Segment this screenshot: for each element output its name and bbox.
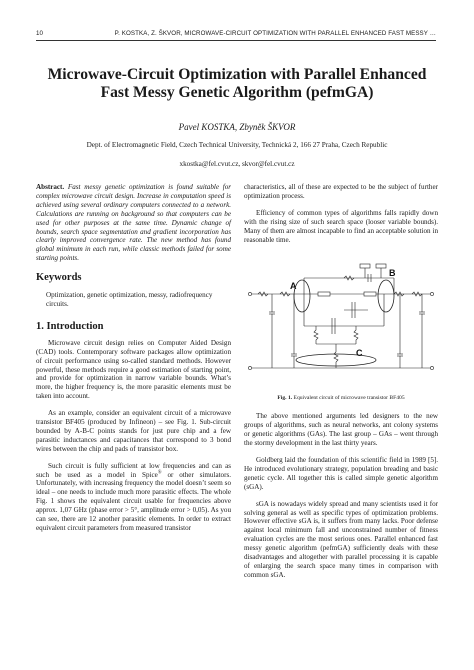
affiliation: Dept. of Electromagnetic Field, Czech Technical University, Technická 2, 166 27 Praha, Czech Republic bbox=[86, 141, 388, 149]
right-column bbox=[244, 183, 438, 580]
keywords-text: Optimization, genetic optimization, messy, radiofrequency circuits. bbox=[46, 291, 213, 308]
intro-p3-part-b: or other simulators. Unfortunately, with increasing frequency the model doesn’t seem so ideal – one needs to include much more parasitic effects. The whole Fig. 1 shows the equivalent circuit usable for frequencies above approx. 1,07 GHz (phase error > 5°, amplitude error > 0,05). As you can see, there are 12 another parasitic elements. In order to extract equivalent circuit parameters from measured transistor bbox=[36, 470, 232, 532]
node-label-c: C bbox=[356, 348, 363, 359]
paper-title bbox=[20, 66, 454, 102]
registered-mark: ® bbox=[157, 470, 162, 476]
intro-paragraph-3 bbox=[36, 462, 231, 533]
figure-caption bbox=[244, 394, 438, 403]
intro-paragraph-1: Microwave circuit design relies on Computer Aided Design (CAD) tools. Contemporary software packages allow optimization of circuit performance using so-called standard methods. However powerful, these methods require a good estimation of starting point, and provide for optimization in narrow variable bounds. What’s more, the higher frequency is, the more parasitic elements must be taken into account. bbox=[36, 338, 231, 401]
left-column bbox=[36, 183, 231, 533]
title-line-1: Microwave-Circuit Optimization with Parallel Enhanced bbox=[47, 66, 427, 83]
authors: Pavel KOSTKA, Zbyněk ŠKVOR bbox=[178, 122, 296, 132]
page-number: 10 bbox=[36, 30, 44, 37]
abstract bbox=[36, 183, 231, 263]
caption-label: Fig. 1. bbox=[277, 395, 293, 402]
intro-p3-part-a: Such circuit is fully sufficient at low frequencies and can as such be used as a model in Spice bbox=[36, 461, 231, 479]
title-line-2: Fast Messy Genetic Algorithm (pefmGA) bbox=[100, 84, 374, 101]
right-paragraph-2: Efficiency of common types of algorithms falls rapidly down with the rising size of such search space (looser variable bounds). Many of them are almost incapable to find an acceptable solution in reasonable time. bbox=[244, 208, 438, 244]
right-paragraph-1: characteristics, all of these are expected to be the subject of further optimization process. bbox=[244, 183, 438, 200]
keywords-heading: Keywords bbox=[36, 272, 82, 284]
running-title: P. KOSTKA, Z. ŠKVOR, MICROWAVE-CIRCUIT OPTIMIZATION WITH PARALLEL ENHANCED FAST MESSY … bbox=[114, 30, 436, 37]
caption-text: Equivalent circuit of microwave transistor BF405 bbox=[292, 395, 405, 402]
abstract-text: Fast messy genetic optimization is found suitable for complex microwave circuit design. Increase in computation speed is achieved using several ordinary computers connected to a network. Calculations are running on background so that computers can be used for other purposes at the same time. Dynamic change of bounds, search space segmentation and gradient incorporation has clearly improved convergence rate. The new method has found global minimum in each run, while classic methods failed for some starting points. bbox=[36, 183, 231, 263]
emails: xkostka@fel.cvut.cz, skvor@fel.cvut.cz bbox=[179, 160, 295, 168]
right-paragraph-4: Goldberg laid the foundation of this scientific field in 1989 [5]. He introduced evolutionary strategy, population breading and basic genetic cycle. All together this is called simple genetic algorithm (sGA). bbox=[244, 455, 438, 491]
node-label-a: A bbox=[290, 281, 297, 292]
circuit-node-labels bbox=[244, 252, 438, 386]
intro-heading: 1. Introduction bbox=[36, 320, 104, 332]
abstract-label: Abstract. bbox=[36, 183, 65, 191]
right-paragraph-5: sGA is nowadays widely spread and many scientists used it for solving general as well as specific types of optimization problems. However effective sGA is, it suffers from many lacks. Poor defense against local minimum fall and unconstrained number of fitness evaluation cycles are the most serious ones. Parallel enhanced fast messy genetic algorithm (pefmGA) sufficiently deals with these disadvantages and altogether with parallel processing it is capable of enlarging the search space many times in comparison with common sGA. bbox=[244, 499, 438, 579]
right-paragraph-3: The above mentioned arguments led designers to the new groups of algorithms, such as neural networks, ant colony systems or genetic algorithms (GAs). The last group – GAs – went through the stormy development in the last thirty years. bbox=[244, 412, 438, 448]
figure-1 bbox=[244, 252, 438, 392]
running-header bbox=[36, 30, 436, 41]
node-label-b: B bbox=[389, 268, 396, 279]
intro-paragraph-2: As an example, consider an equivalent circuit of a microwave transistor BF405 (produced by Infineon) – see Fig. 1. Sub-circuit bounded by A-B-C points stands for just pure chip and a few parasitic inductances and capacitances that correspond to 3 bond wires between the chip and pads of transistor box. bbox=[36, 409, 231, 453]
